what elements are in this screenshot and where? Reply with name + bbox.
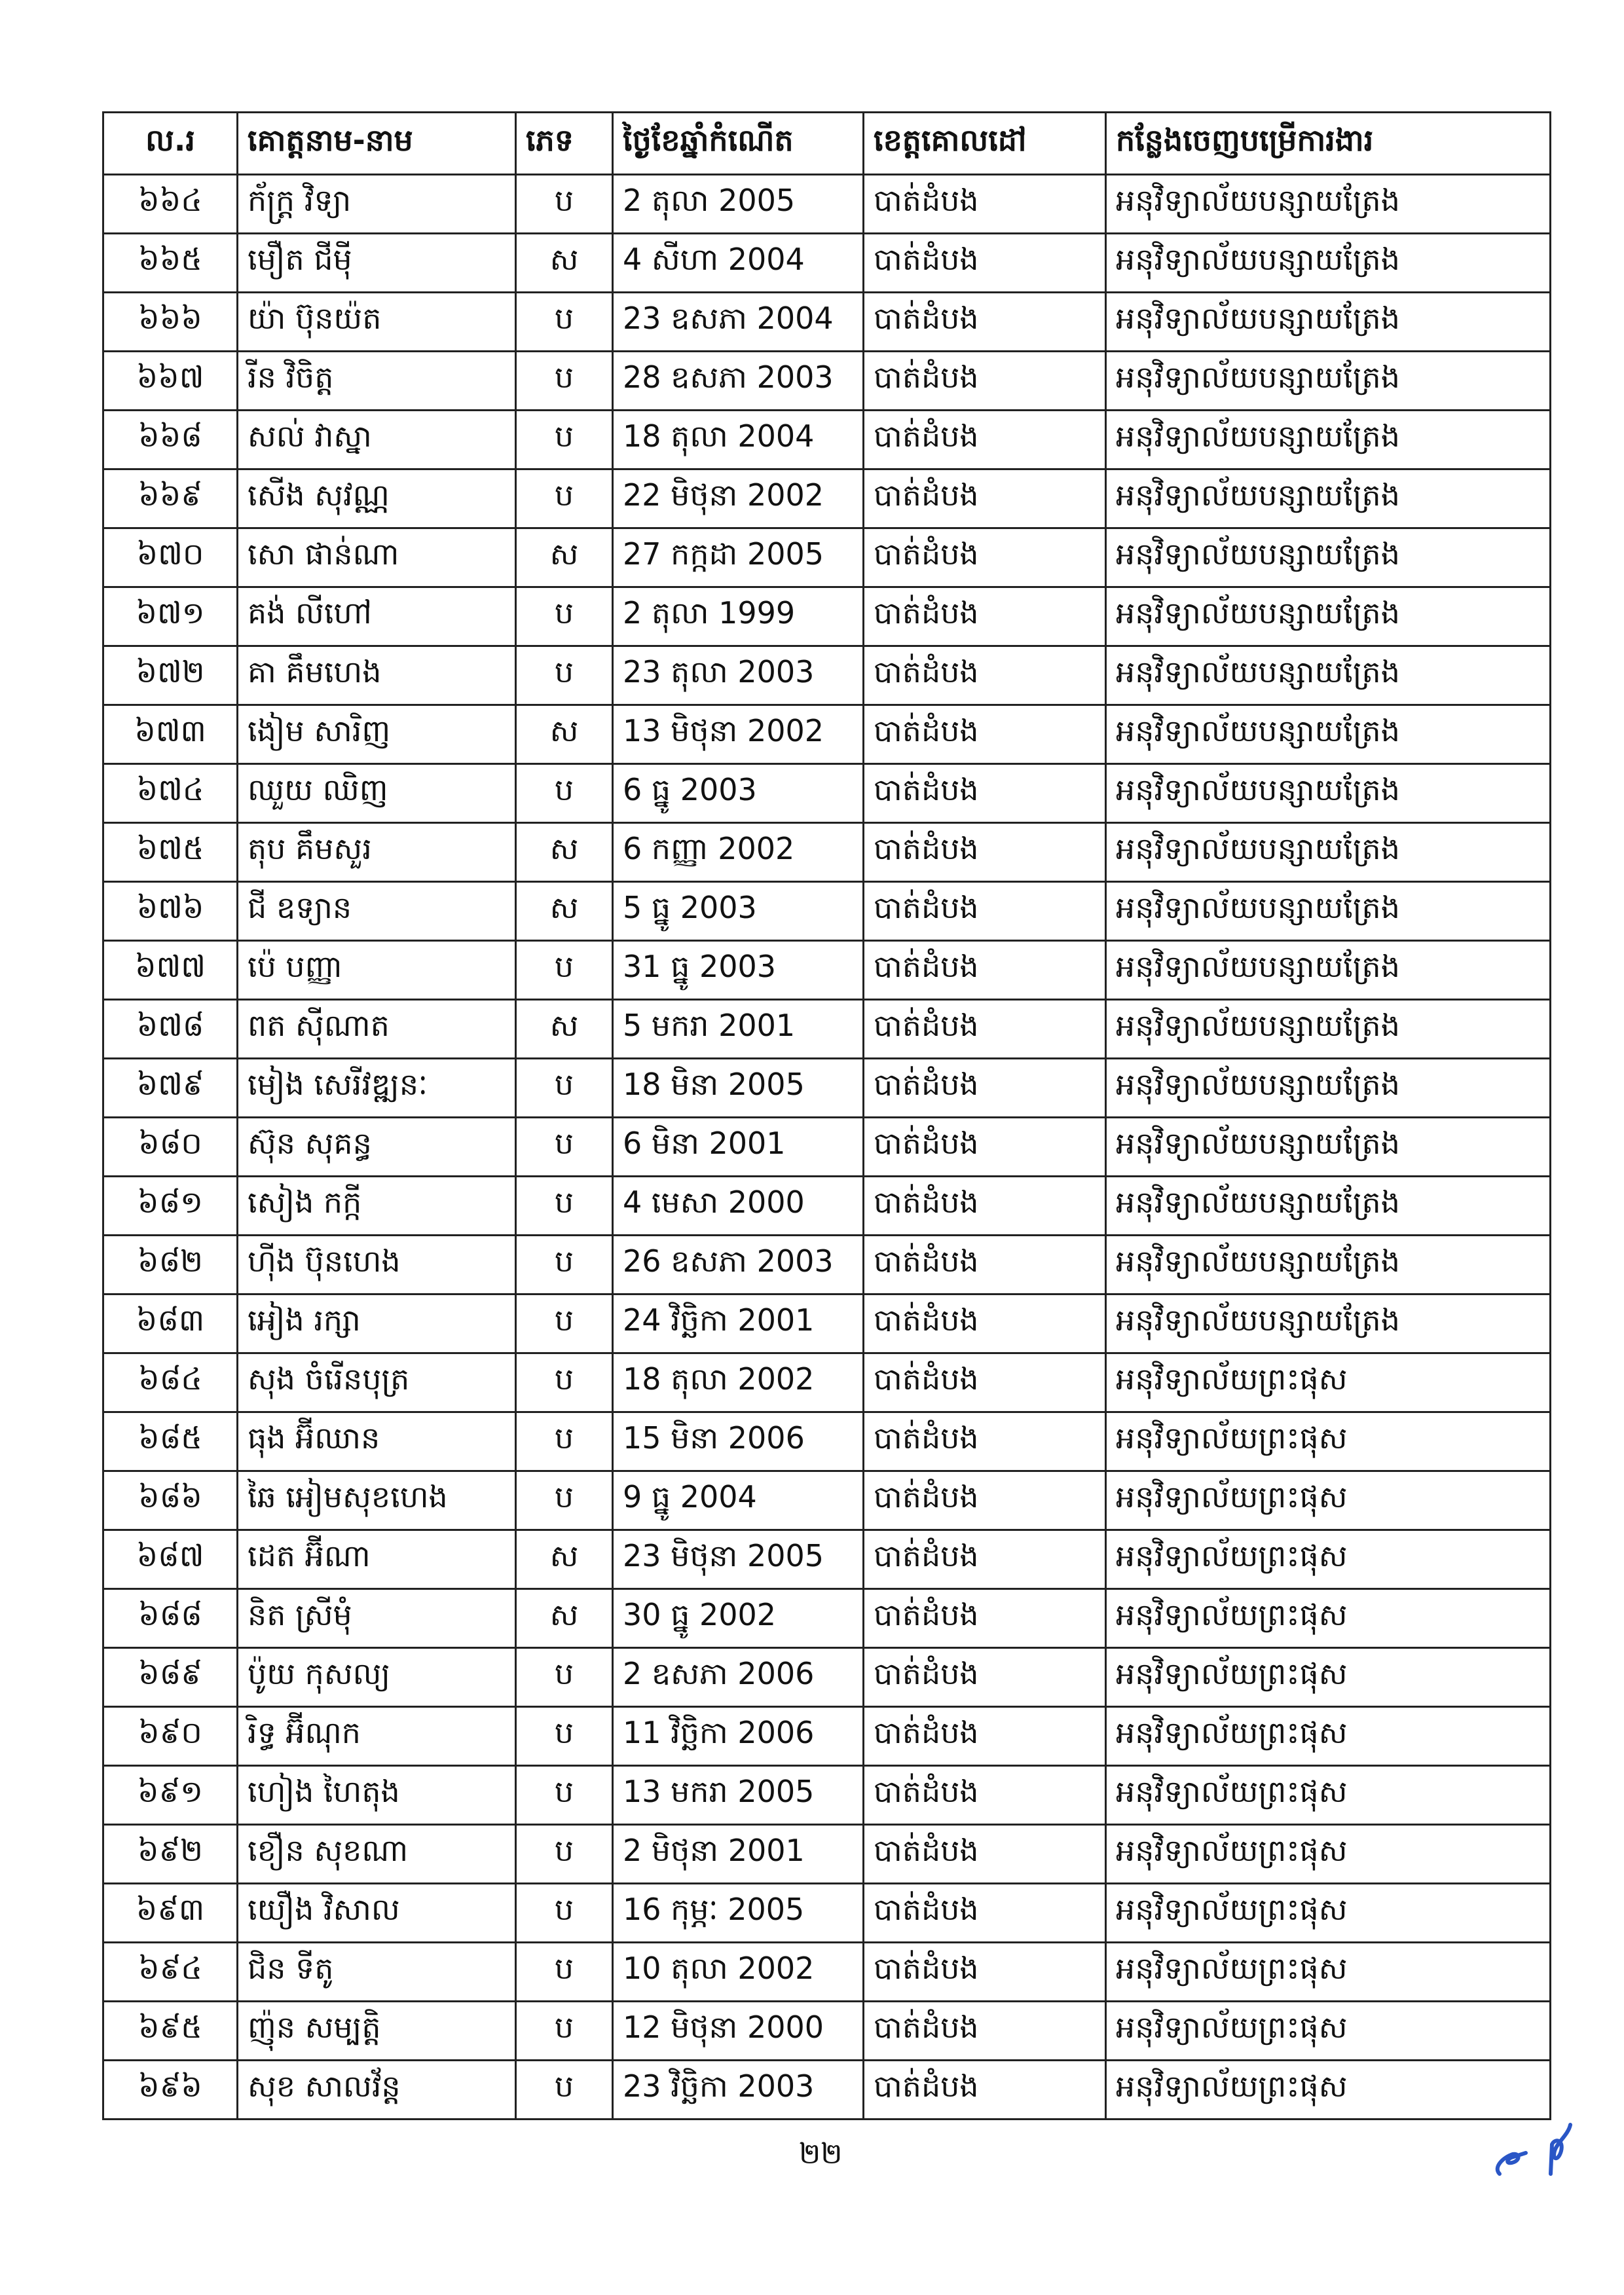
cell-workplace: អនុវិទ្យាល័យបន្សាយត្រែង [1106,1000,1551,1059]
cell-dob: 24 វិច្ឆិកា 2001 [613,1294,864,1353]
table-row [103,1353,1551,1412]
cell-name: ញ៉ុន សម្បត្តិ [238,2002,516,2061]
cell-name: ឆៃ អៀមសុខហេង [238,1471,516,1530]
table-row [103,411,1551,469]
cell-sex: ប [516,2002,613,2061]
cell-name: ស៊ុន សុគន្ធ [238,1118,516,1177]
table-row [103,1236,1551,1294]
cell-workplace: អនុវិទ្យាល័យបន្សាយត្រែង [1106,175,1551,234]
cell-dob: 9 ធ្នូ 2004 [613,1471,864,1530]
cell-workplace: អនុវិទ្យាល័យព្រះផុស [1106,1766,1551,1825]
cell-province: បាត់ដំបង [864,175,1106,234]
cell-province: បាត់ដំបង [864,2061,1106,2120]
cell-number: ៦៧១ [103,587,238,646]
cell-workplace: អនុវិទ្យាល័យព្រះផុស [1106,1648,1551,1707]
cell-sex: ប [516,587,613,646]
cell-workplace: អនុវិទ្យាល័យបន្សាយត្រែង [1106,941,1551,1000]
cell-sex: ប [516,411,613,469]
cell-sex: ប [516,1353,613,1412]
cell-workplace: អនុវិទ្យាល័យបន្សាយត្រែង [1106,1294,1551,1353]
cell-workplace: អនុវិទ្យាល័យព្រះផុស [1106,1530,1551,1589]
cell-sex: ប [516,1118,613,1177]
table-row [103,2061,1551,2120]
cell-name: ជិន ទីតូ [238,1943,516,2002]
table-row [103,1884,1551,1943]
cell-name: មឿត ជីមុី [238,234,516,293]
cell-province: បាត់ដំបង [864,764,1106,823]
cell-workplace: អនុវិទ្យាល័យព្រះផុស [1106,1353,1551,1412]
header-workplace: កន្លែងចេញបម្រើការងារ [1106,113,1551,175]
cell-dob: 4 មេសា 2000 [613,1177,864,1236]
cell-dob: 18 មិនា 2005 [613,1059,864,1118]
cell-province: បាត់ដំបង [864,352,1106,411]
table-row [103,1589,1551,1648]
cell-workplace: អនុវិទ្យាល័យបន្សាយត្រែង [1106,1059,1551,1118]
cell-number: ៦៧២ [103,646,238,705]
page-number: ២២ [799,2137,843,2171]
cell-province: បាត់ដំបង [864,1707,1106,1766]
cell-province: បាត់ដំបង [864,1000,1106,1059]
cell-province: បាត់ដំបង [864,646,1106,705]
cell-workplace: អនុវិទ្យាល័យបន្សាយត្រែង [1106,411,1551,469]
table-row [103,175,1551,234]
cell-dob: 4 សីហា 2004 [613,234,864,293]
cell-workplace: អនុវិទ្យាល័យព្រះផុស [1106,1943,1551,2002]
cell-workplace: អនុវិទ្យាល័យបន្សាយត្រែង [1106,469,1551,528]
cell-dob: 2 ឧសភា 2006 [613,1648,864,1707]
cell-workplace: អនុវិទ្យាល័យព្រះផុស [1106,1884,1551,1943]
cell-number: ៦៧០ [103,528,238,587]
cell-name: ជី ឧទ្យាន [238,882,516,941]
cell-sex: ប [516,1471,613,1530]
cell-sex: ប [516,352,613,411]
cell-workplace: អនុវិទ្យាល័យព្រះផុស [1106,2061,1551,2120]
cell-workplace: អនុវិទ្យាល័យបន្សាយត្រែង [1106,528,1551,587]
cell-number: ៦៨១ [103,1177,238,1236]
cell-sex: ប [516,175,613,234]
table-row [103,1648,1551,1707]
cell-dob: 2 តុលា 1999 [613,587,864,646]
cell-number: ៦៧៤ [103,764,238,823]
header-name: គោត្តនាម-នាម [238,113,516,175]
cell-workplace: អនុវិទ្យាល័យព្រះផុស [1106,1412,1551,1471]
table-row [103,764,1551,823]
cell-sex: ប [516,941,613,1000]
cell-province: បាត់ដំបង [864,882,1106,941]
cell-number: ៦៩៤ [103,1943,238,2002]
cell-sex: ប [516,469,613,528]
table-row [103,941,1551,1000]
cell-dob: 6 ធ្នូ 2003 [613,764,864,823]
cell-province: បាត់ដំបង [864,1530,1106,1589]
table-row [103,1943,1551,2002]
cell-sex: ប [516,2061,613,2120]
cell-number: ៦៩៥ [103,2002,238,2061]
cell-workplace: អនុវិទ្យាល័យបន្សាយត្រែង [1106,293,1551,352]
cell-province: បាត់ដំបង [864,411,1106,469]
cell-number: ៦៧៧ [103,941,238,1000]
header-number: ល.រ [103,113,238,175]
table-row [103,705,1551,764]
cell-workplace: អនុវិទ្យាល័យព្រះផុស [1106,1707,1551,1766]
table-header-row [103,113,1551,175]
handwritten-initials [1473,2121,1585,2187]
cell-sex: ប [516,1294,613,1353]
cell-province: បាត់ដំបង [864,1589,1106,1648]
cell-name: គង់ លីហៅ [238,587,516,646]
table-row [103,469,1551,528]
cell-number: ៦៦៦ [103,293,238,352]
initial-stroke-1 [1498,2153,1526,2174]
header-province: ខេត្តគោលដៅ [864,113,1106,175]
cell-province: បាត់ដំបង [864,469,1106,528]
cell-name: ប៉ូយ កុសល្យ [238,1648,516,1707]
cell-number: ៦៦៨ [103,411,238,469]
cell-number: ៦៩០ [103,1707,238,1766]
cell-sex: ស [516,823,613,882]
cell-name: ពត ស៊ីណាត [238,1000,516,1059]
cell-number: ៦៧៦ [103,882,238,941]
roster-table [102,111,1551,2120]
cell-province: បាត់ដំបង [864,1236,1106,1294]
cell-name: យ៉ា ប៊ុនយ៉ត [238,293,516,352]
cell-sex: ប [516,293,613,352]
cell-dob: 23 វិច្ឆិកា 2003 [613,2061,864,2120]
table-row [103,1412,1551,1471]
cell-province: បាត់ដំបង [864,705,1106,764]
cell-name: សុខ សាលវ័ន្ត [238,2061,516,2120]
cell-dob: 18 តុលា 2004 [613,411,864,469]
cell-workplace: អនុវិទ្យាល័យបន្សាយត្រែង [1106,823,1551,882]
cell-workplace: អនុវិទ្យាល័យព្រះផុស [1106,1589,1551,1648]
cell-workplace: អនុវិទ្យាល័យព្រះផុស [1106,2002,1551,2061]
cell-dob: 23 តុលា 2003 [613,646,864,705]
cell-province: បាត់ដំបង [864,1648,1106,1707]
cell-dob: 10 តុលា 2002 [613,1943,864,2002]
table-row [103,646,1551,705]
cell-sex: ប [516,1766,613,1825]
cell-name: រិទ្ធ អ៊ីណុក [238,1707,516,1766]
table-row [103,293,1551,352]
table-row [103,1177,1551,1236]
cell-sex: ស [516,528,613,587]
cell-name: សៀង កក្កី [238,1177,516,1236]
cell-workplace: អនុវិទ្យាល័យបន្សាយត្រែង [1106,587,1551,646]
cell-name: គា គឹមហេង [238,646,516,705]
cell-number: ៦៨៩ [103,1648,238,1707]
cell-province: បាត់ដំបង [864,587,1106,646]
cell-name: សើង សុវណ្ណ [238,469,516,528]
cell-dob: 23 ឧសភា 2004 [613,293,864,352]
cell-province: បាត់ដំបង [864,528,1106,587]
table-row [103,587,1551,646]
cell-name: យឿង វិសាល [238,1884,516,1943]
cell-dob: 2 មិថុនា 2001 [613,1825,864,1884]
cell-sex: ប [516,1707,613,1766]
table-row [103,823,1551,882]
cell-sex: ស [516,1530,613,1589]
cell-province: បាត់ដំបង [864,1177,1106,1236]
cell-province: បាត់ដំបង [864,1825,1106,1884]
cell-name: រីន វិចិត្ត [238,352,516,411]
cell-province: បាត់ដំបង [864,1059,1106,1118]
cell-dob: 15 មិនា 2006 [613,1412,864,1471]
cell-dob: 31 ធ្នូ 2003 [613,941,864,1000]
cell-dob: 28 ឧសភា 2003 [613,352,864,411]
cell-dob: 6 កញ្ញា 2002 [613,823,864,882]
cell-name: ដេត អ៊ីណា [238,1530,516,1589]
cell-dob: 30 ធ្នូ 2002 [613,1589,864,1648]
cell-name: សល់ វាស្នា [238,411,516,469]
table-row [103,1825,1551,1884]
table-row [103,2002,1551,2061]
cell-dob: 6 មិនា 2001 [613,1118,864,1177]
cell-number: ៦៨៦ [103,1471,238,1530]
cell-sex: ប [516,1059,613,1118]
table-row [103,1000,1551,1059]
cell-number: ៦៧៨ [103,1000,238,1059]
cell-name: ងៀម សារិញ [238,705,516,764]
cell-workplace: អនុវិទ្យាល័យបន្សាយត្រែង [1106,234,1551,293]
cell-province: បាត់ដំបង [864,1943,1106,2002]
initial-stroke-2 [1551,2125,1570,2174]
cell-dob: 23 មិថុនា 2005 [613,1530,864,1589]
cell-number: ៦៧៩ [103,1059,238,1118]
cell-name: តុប គឹមសួរ [238,823,516,882]
cell-number: ៦៦៩ [103,469,238,528]
cell-sex: ស [516,882,613,941]
cell-number: ៦៨៤ [103,1353,238,1412]
cell-workplace: អនុវិទ្យាល័យបន្សាយត្រែង [1106,352,1551,411]
cell-number: ៦៩៦ [103,2061,238,2120]
cell-province: បាត់ដំបង [864,1412,1106,1471]
cell-workplace: អនុវិទ្យាល័យបន្សាយត្រែង [1106,705,1551,764]
cell-number: ៦៧៣ [103,705,238,764]
cell-sex: ស [516,1589,613,1648]
cell-dob: 18 តុលា 2002 [613,1353,864,1412]
cell-province: បាត់ដំបង [864,1118,1106,1177]
cell-sex: ប [516,1236,613,1294]
cell-dob: 2 តុលា 2005 [613,175,864,234]
cell-sex: ស [516,234,613,293]
cell-province: បាត់ដំបង [864,1294,1106,1353]
cell-province: បាត់ដំបង [864,293,1106,352]
cell-name: ប៉េ បញ្ញា [238,941,516,1000]
cell-name: សោ ផាន់ណា [238,528,516,587]
cell-workplace: អនុវិទ្យាល័យព្រះផុស [1106,1471,1551,1530]
table-row [103,1707,1551,1766]
cell-dob: 5 មករា 2001 [613,1000,864,1059]
cell-sex: ប [516,1412,613,1471]
table-row [103,1766,1551,1825]
cell-dob: 22 មិថុនា 2002 [613,469,864,528]
cell-number: ៦៦៤ [103,175,238,234]
cell-province: បាត់ដំបង [864,1766,1106,1825]
cell-number: ៦៨៧ [103,1530,238,1589]
cell-number: ៦៧៥ [103,823,238,882]
cell-name: សុង ចំរើនបុត្រ [238,1353,516,1412]
table-row [103,234,1551,293]
cell-number: ៦៦៥ [103,234,238,293]
cell-number: ៦៨៣ [103,1294,238,1353]
cell-dob: 26 ឧសភា 2003 [613,1236,864,1294]
cell-name: ហៀង ហៃតុង [238,1766,516,1825]
cell-sex: ប [516,1884,613,1943]
table-row [103,1118,1551,1177]
cell-workplace: អនុវិទ្យាល័យបន្សាយត្រែង [1106,1236,1551,1294]
cell-sex: ប [516,764,613,823]
cell-dob: 12 មិថុនា 2000 [613,2002,864,2061]
cell-province: បាត់ដំបង [864,1353,1106,1412]
table-row [103,1471,1551,1530]
cell-number: ៦៩១ [103,1766,238,1825]
cell-dob: 27 កក្កដា 2005 [613,528,864,587]
cell-number: ៦៨៨ [103,1589,238,1648]
cell-name: ក័ក្រ្ត វិទ្យា [238,175,516,234]
cell-sex: ប [516,646,613,705]
cell-workplace: អនុវិទ្យាល័យបន្សាយត្រែង [1106,764,1551,823]
cell-sex: ស [516,705,613,764]
cell-name: ខឿន សុខណា [238,1825,516,1884]
cell-sex: ប [516,1177,613,1236]
cell-workplace: អនុវិទ្យាល័យបន្សាយត្រែង [1106,882,1551,941]
table-row [103,882,1551,941]
cell-dob: 13 មិថុនា 2002 [613,705,864,764]
table-body [103,175,1551,2120]
cell-number: ៦៨២ [103,1236,238,1294]
cell-province: បាត់ដំបង [864,234,1106,293]
cell-number: ៦៦៧ [103,352,238,411]
cell-province: បាត់ដំបង [864,823,1106,882]
cell-workplace: អនុវិទ្យាល័យបន្សាយត្រែង [1106,1118,1551,1177]
cell-province: បាត់ដំបង [864,1884,1106,1943]
cell-name: អៀង រក្សា [238,1294,516,1353]
cell-dob: 16 កុម្ភៈ 2005 [613,1884,864,1943]
cell-sex: ស [516,1000,613,1059]
cell-number: ៦៩៣ [103,1884,238,1943]
cell-workplace: អនុវិទ្យាល័យបន្សាយត្រែង [1106,646,1551,705]
table-row [103,528,1551,587]
cell-name: ហ៊ីង ប៊ុនហេង [238,1236,516,1294]
cell-number: ៦៨៥ [103,1412,238,1471]
cell-sex: ប [516,1825,613,1884]
table-row [103,352,1551,411]
header-dob: ថ្ងៃខែឆ្នាំកំណើត [613,113,864,175]
cell-sex: ប [516,1648,613,1707]
cell-name: និត ស្រីមុំ [238,1589,516,1648]
cell-dob: 5 ធ្នូ 2003 [613,882,864,941]
table-row [103,1059,1551,1118]
cell-name: ធុង អ៊ីឈាន [238,1412,516,1471]
cell-name: មៀង សេរីវឌ្ឍនៈ [238,1059,516,1118]
table-row [103,1530,1551,1589]
cell-workplace: អនុវិទ្យាល័យព្រះផុស [1106,1825,1551,1884]
cell-province: បាត់ដំបង [864,1471,1106,1530]
header-sex: ភេទ [516,113,613,175]
cell-dob: 11 វិច្ឆិកា 2006 [613,1707,864,1766]
cell-sex: ប [516,1943,613,2002]
cell-number: ៦៨០ [103,1118,238,1177]
table-row [103,1294,1551,1353]
cell-number: ៦៩២ [103,1825,238,1884]
cell-dob: 13 មករា 2005 [613,1766,864,1825]
cell-province: បាត់ដំបង [864,941,1106,1000]
cell-name: ឈួយ ឈិញ [238,764,516,823]
cell-province: បាត់ដំបង [864,2002,1106,2061]
cell-workplace: អនុវិទ្យាល័យបន្សាយត្រែង [1106,1177,1551,1236]
